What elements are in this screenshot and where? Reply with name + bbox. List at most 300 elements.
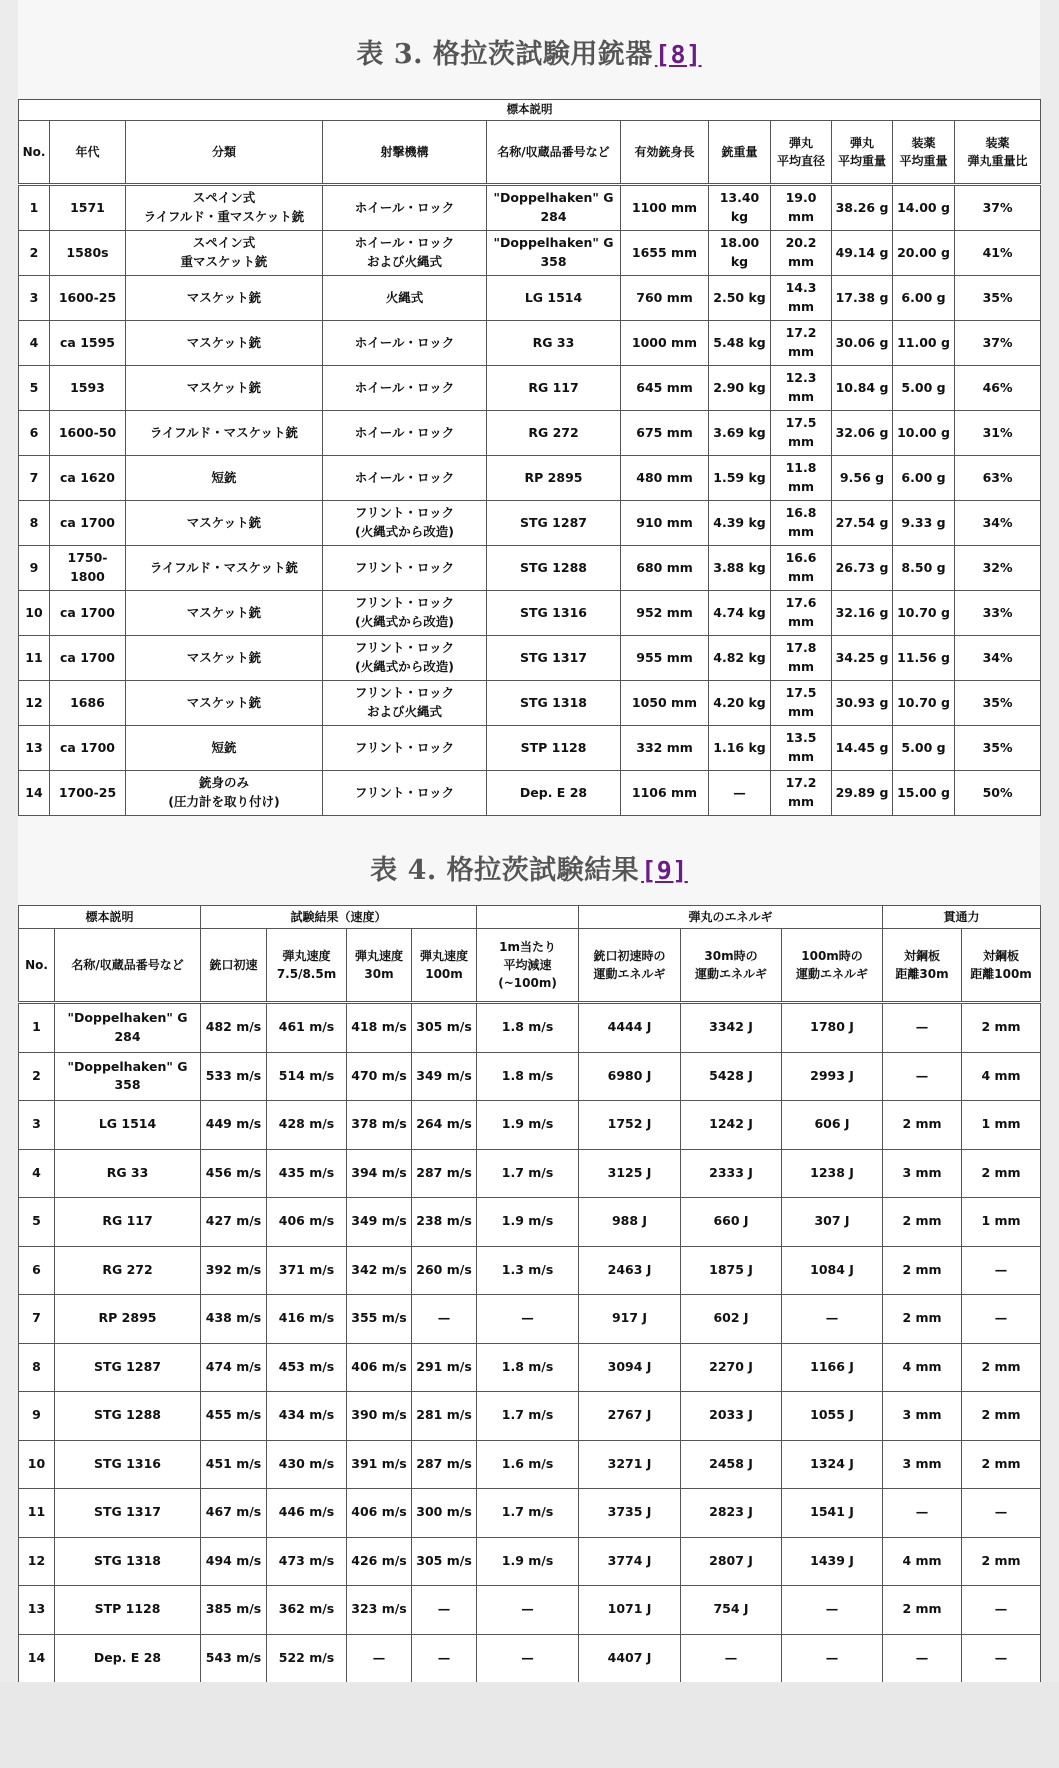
table-cell: フリント・ロック [323, 771, 487, 816]
table-cell: 17.38 g [832, 276, 893, 321]
table-cell: ホイール・ロック および火縄式 [323, 231, 487, 276]
table-cell: ca 1620 [50, 456, 126, 501]
table-cell: ホイール・ロック [323, 456, 487, 501]
table-cell: STP 1128 [55, 1586, 201, 1635]
table-row [19, 1537, 1041, 1586]
table3-title [18, 32, 1040, 71]
table-cell: 17.2 mm [771, 771, 832, 816]
table-cell: スペイン式 重マスケット銃 [126, 231, 323, 276]
table-cell: 2 [19, 231, 50, 276]
table-cell: 453 m/s [267, 1343, 347, 1392]
table-cell: 1875 J [681, 1246, 782, 1295]
table-cell: RG 272 [55, 1246, 201, 1295]
table-cell: 416 m/s [267, 1295, 347, 1344]
table-cell: 3774 J [579, 1537, 681, 1586]
table-row [19, 456, 1041, 501]
table-cell: 480 mm [621, 456, 709, 501]
table3-header-cell: 有効銃身長 [621, 121, 709, 185]
table-row [19, 1634, 1041, 1683]
table-cell: 3125 J [579, 1149, 681, 1198]
table3-header-cell: 銃重量 [709, 121, 771, 185]
table-cell: 543 m/s [201, 1634, 267, 1683]
table-cell: STG 1287 [487, 501, 621, 546]
table-cell: 2 mm [962, 1003, 1041, 1053]
table-cell: ホイール・ロック [323, 411, 487, 456]
table-cell: 10.70 g [893, 591, 955, 636]
table-cell: 1593 [50, 366, 126, 411]
table-cell: 988 J [579, 1198, 681, 1247]
table-cell: 917 J [579, 1295, 681, 1344]
table-cell: 3735 J [579, 1489, 681, 1538]
table-cell: 13.5 mm [771, 726, 832, 771]
table-row [19, 1149, 1041, 1198]
table4-header-cell: No. [19, 929, 55, 1003]
table-cell: — [782, 1634, 883, 1683]
table-row [19, 1489, 1041, 1538]
table-cell: 1106 mm [621, 771, 709, 816]
table-cell: — [412, 1295, 477, 1344]
table-cell: 467 m/s [201, 1489, 267, 1538]
table-cell: 18.00 kg [709, 231, 771, 276]
table-cell: 35% [955, 726, 1041, 771]
table-cell: 1.7 m/s [477, 1149, 579, 1198]
table-cell: — [883, 1634, 962, 1683]
table-cell: フリント・ロック [323, 546, 487, 591]
table-cell: 11.00 g [893, 321, 955, 366]
table4-header-cell: 対鋼板 距離30m [883, 929, 962, 1003]
table-cell: 514 m/s [267, 1052, 347, 1101]
table-cell: 260 m/s [412, 1246, 477, 1295]
table-cell: 446 m/s [267, 1489, 347, 1538]
table-cell: 34% [955, 501, 1041, 546]
table-cell: 426 m/s [347, 1537, 412, 1586]
table-cell: RG 117 [487, 366, 621, 411]
table-cell: 46% [955, 366, 1041, 411]
table-cell: 7 [19, 1295, 55, 1344]
document-page [18, 0, 1040, 1682]
table-cell: 19.0 mm [771, 185, 832, 231]
table3-ref-link[interactable]: [8] [654, 40, 702, 69]
table-cell: フリント・ロック (火縄式から改造) [323, 501, 487, 546]
table-cell: 1752 J [579, 1101, 681, 1150]
table3-header-cell: 名称/収蔵品番号など [487, 121, 621, 185]
table-cell: 4 mm [962, 1052, 1041, 1101]
table-row [19, 771, 1041, 816]
table-cell: 291 m/s [412, 1343, 477, 1392]
table-cell: 32.06 g [832, 411, 893, 456]
table-cell: 1055 J [782, 1392, 883, 1441]
table-cell: 49.14 g [832, 231, 893, 276]
table-cell: 17.5 mm [771, 681, 832, 726]
table3-header-cell: 年代 [50, 121, 126, 185]
table-row [19, 185, 1041, 231]
table4-header-cell: 弾丸速度 100m [412, 929, 477, 1003]
table-cell: 9 [19, 546, 50, 591]
table-cell: 6 [19, 1246, 55, 1295]
table-cell: STP 1128 [487, 726, 621, 771]
table-cell: 1.9 m/s [477, 1101, 579, 1150]
table-cell: 短銃 [126, 456, 323, 501]
table-cell: LG 1514 [55, 1101, 201, 1150]
table4-title-text: 表 4. 格拉茨試験結果 [370, 855, 640, 886]
table-cell: 4 [19, 321, 50, 366]
table-cell: 4.82 kg [709, 636, 771, 681]
table-cell: 349 m/s [347, 1198, 412, 1247]
table4-ref-link[interactable]: [9] [641, 856, 688, 885]
table-cell: 1439 J [782, 1537, 883, 1586]
table-cell: ca 1700 [50, 501, 126, 546]
table-cell: 287 m/s [412, 1440, 477, 1489]
table-cell: 522 m/s [267, 1634, 347, 1683]
table-row [19, 1440, 1041, 1489]
table-cell: 17.2 mm [771, 321, 832, 366]
table-cell: 1050 mm [621, 681, 709, 726]
table-cell: 332 mm [621, 726, 709, 771]
table-cell: 4 mm [883, 1537, 962, 1586]
table-cell: 2033 J [681, 1392, 782, 1441]
table-cell: 461 m/s [267, 1003, 347, 1053]
table-cell: RG 33 [55, 1149, 201, 1198]
table-cell: 1166 J [782, 1343, 883, 1392]
table-cell: STG 1316 [55, 1440, 201, 1489]
table-cell: 2 [19, 1052, 55, 1101]
table-cell: — [709, 771, 771, 816]
table-cell: 406 m/s [347, 1489, 412, 1538]
page-footer-band [0, 1682, 1059, 1768]
table-cell: 1 [19, 1003, 55, 1053]
table-cell: 355 m/s [347, 1295, 412, 1344]
table-cell: 1.8 m/s [477, 1343, 579, 1392]
table-cell: 3.88 kg [709, 546, 771, 591]
table-cell: 438 m/s [201, 1295, 267, 1344]
table-cell: 2 mm [962, 1537, 1041, 1586]
table4-group-penetration: 貫通力 [883, 906, 1041, 929]
table-cell: 323 m/s [347, 1586, 412, 1635]
table4-header-cell: 1m当たり 平均減速 (~100m) [477, 929, 579, 1003]
table-cell: 2 mm [883, 1295, 962, 1344]
table-cell: — [477, 1634, 579, 1683]
table-cell: LG 1514 [487, 276, 621, 321]
table-cell: RG 33 [487, 321, 621, 366]
table-cell: STG 1317 [487, 636, 621, 681]
table-cell: 394 m/s [347, 1149, 412, 1198]
table-cell: 29.89 g [832, 771, 893, 816]
table-cell: — [883, 1052, 962, 1101]
table-cell: ライフルド・マスケット銃 [126, 546, 323, 591]
table4-header-cell: 銃口初速 [201, 929, 267, 1003]
table-row [19, 321, 1041, 366]
table-cell: マスケット銃 [126, 321, 323, 366]
table-cell: STG 1316 [487, 591, 621, 636]
table-cell: — [962, 1246, 1041, 1295]
table-cell: 2 mm [962, 1440, 1041, 1489]
table-cell: — [412, 1634, 477, 1683]
table-cell: — [962, 1489, 1041, 1538]
table3-header-cell: 射撃機構 [323, 121, 487, 185]
table-cell: 32.16 g [832, 591, 893, 636]
table4-test-results [18, 905, 1041, 1683]
table-cell: 30.06 g [832, 321, 893, 366]
table-cell: Dep. E 28 [487, 771, 621, 816]
table-cell: 1.8 m/s [477, 1052, 579, 1101]
table-cell: 14.3 mm [771, 276, 832, 321]
table-cell: 4.39 kg [709, 501, 771, 546]
table-cell: フリント・ロック (火縄式から改造) [323, 591, 487, 636]
table-row [19, 1052, 1041, 1101]
table-cell: 2 mm [962, 1343, 1041, 1392]
table4-group-specimen: 標本説明 [19, 906, 201, 929]
table-cell: 9.33 g [893, 501, 955, 546]
table-cell: 50% [955, 771, 1041, 816]
table-cell: 378 m/s [347, 1101, 412, 1150]
table-cell: 474 m/s [201, 1343, 267, 1392]
table-cell: 1238 J [782, 1149, 883, 1198]
table-cell: 3 mm [883, 1392, 962, 1441]
table-cell: 2 mm [962, 1149, 1041, 1198]
table-cell: 63% [955, 456, 1041, 501]
table-cell: 952 mm [621, 591, 709, 636]
table-cell: "Doppelhaken" G 358 [55, 1052, 201, 1101]
table-cell: 456 m/s [201, 1149, 267, 1198]
table-cell: 2.50 kg [709, 276, 771, 321]
table-cell: 430 m/s [267, 1440, 347, 1489]
table-cell: 34% [955, 636, 1041, 681]
table-cell: 5428 J [681, 1052, 782, 1101]
table-cell: ホイール・ロック [323, 185, 487, 231]
table-cell: 5.48 kg [709, 321, 771, 366]
table-cell: ca 1595 [50, 321, 126, 366]
table-row [19, 1295, 1041, 1344]
table-row [19, 636, 1041, 681]
table-cell: 4407 J [579, 1634, 681, 1683]
table-cell: 20.2 mm [771, 231, 832, 276]
table-cell: — [782, 1295, 883, 1344]
table-cell: 6.00 g [893, 456, 955, 501]
table-cell: 5.00 g [893, 366, 955, 411]
table-cell: 5.00 g [893, 726, 955, 771]
table-cell: 1580s [50, 231, 126, 276]
table-cell: 281 m/s [412, 1392, 477, 1441]
table-row [19, 1003, 1041, 1053]
table-cell: 305 m/s [412, 1537, 477, 1586]
table-cell: 3.69 kg [709, 411, 771, 456]
table-cell: 371 m/s [267, 1246, 347, 1295]
table-cell: 1324 J [782, 1440, 883, 1489]
table-cell: 2458 J [681, 1440, 782, 1489]
table-cell: 1.59 kg [709, 456, 771, 501]
table-cell: 31% [955, 411, 1041, 456]
table4-title [18, 848, 1040, 887]
table-cell: 銃身のみ (圧力計を取り付け) [126, 771, 323, 816]
table-cell: 955 mm [621, 636, 709, 681]
table-cell: 449 m/s [201, 1101, 267, 1150]
table-cell: 1.16 kg [709, 726, 771, 771]
table-cell: 12.3 mm [771, 366, 832, 411]
table-cell: ホイール・ロック [323, 321, 487, 366]
table-cell: 10.70 g [893, 681, 955, 726]
table-cell: 427 m/s [201, 1198, 267, 1247]
table-cell: 1242 J [681, 1101, 782, 1150]
table-cell: RP 2895 [487, 456, 621, 501]
table-cell: フリント・ロック および火縄式 [323, 681, 487, 726]
table-cell: 482 m/s [201, 1003, 267, 1053]
table-cell: — [782, 1586, 883, 1635]
table-cell: 14.45 g [832, 726, 893, 771]
table-cell: 3094 J [579, 1343, 681, 1392]
table-cell: RP 2895 [55, 1295, 201, 1344]
table-cell: 10 [19, 1440, 55, 1489]
table-cell: STG 1318 [55, 1537, 201, 1586]
table-cell: 11 [19, 1489, 55, 1538]
table4-header-cell: 弾丸速度 30m [347, 929, 412, 1003]
table-row [19, 501, 1041, 546]
table3-header-cell: 装薬 弾丸重量比 [955, 121, 1041, 185]
table-cell: 287 m/s [412, 1149, 477, 1198]
table-cell: 1000 mm [621, 321, 709, 366]
table-cell: 406 m/s [267, 1198, 347, 1247]
table-cell: 3 [19, 1101, 55, 1150]
table-cell: 7 [19, 456, 50, 501]
table-cell: 35% [955, 276, 1041, 321]
table-cell: 6.00 g [893, 276, 955, 321]
table-cell: マスケット銃 [126, 591, 323, 636]
table-cell: 38.26 g [832, 185, 893, 231]
table-cell: 3 mm [883, 1440, 962, 1489]
table-cell: 16.6 mm [771, 546, 832, 591]
table-cell: 300 m/s [412, 1489, 477, 1538]
table-cell: 660 J [681, 1198, 782, 1247]
table-cell: STG 1287 [55, 1343, 201, 1392]
table-cell: — [883, 1003, 962, 1053]
table-cell: 1541 J [782, 1489, 883, 1538]
table-cell: 1600-25 [50, 276, 126, 321]
table-row [19, 1246, 1041, 1295]
table-cell: ホイール・ロック [323, 366, 487, 411]
table-cell: 12 [19, 681, 50, 726]
table-cell: 2823 J [681, 1489, 782, 1538]
table-cell: 11 [19, 636, 50, 681]
table-row [19, 591, 1041, 636]
table-cell: 41% [955, 231, 1041, 276]
table-cell: STG 1317 [55, 1489, 201, 1538]
table-cell: — [962, 1634, 1041, 1683]
table-row [19, 231, 1041, 276]
table-cell: ライフルド・マスケット銃 [126, 411, 323, 456]
table-cell: 434 m/s [267, 1392, 347, 1441]
table-cell: 9.56 g [832, 456, 893, 501]
table3-header-cell: 装薬 平均重量 [893, 121, 955, 185]
table-cell: 3 mm [883, 1149, 962, 1198]
table-cell: 2767 J [579, 1392, 681, 1441]
table3-title-text: 表 3. 格拉茨試験用銃器 [356, 39, 653, 70]
table-row [19, 1101, 1041, 1150]
table-cell: 391 m/s [347, 1440, 412, 1489]
table-cell: 2807 J [681, 1537, 782, 1586]
table-cell: RG 117 [55, 1198, 201, 1247]
table-cell: 17.8 mm [771, 636, 832, 681]
table-cell: 10.00 g [893, 411, 955, 456]
table4-header-cell: 名称/収蔵品番号など [55, 929, 201, 1003]
table-cell: 680 mm [621, 546, 709, 591]
table-cell: 8 [19, 1343, 55, 1392]
table-cell: 11.56 g [893, 636, 955, 681]
table-cell: — [962, 1295, 1041, 1344]
table-cell: 8.50 g [893, 546, 955, 591]
table4-header-cell: 100m時の 運動エネルギ [782, 929, 883, 1003]
table-cell: 17.5 mm [771, 411, 832, 456]
table-cell: 533 m/s [201, 1052, 267, 1101]
table-cell: 349 m/s [412, 1052, 477, 1101]
table-row [19, 681, 1041, 726]
table-cell: 1.7 m/s [477, 1392, 579, 1441]
table-row [19, 1392, 1041, 1441]
table-cell: — [477, 1295, 579, 1344]
table-cell: 1750-1800 [50, 546, 126, 591]
table-cell: 13.40 kg [709, 185, 771, 231]
table-cell: STG 1288 [487, 546, 621, 591]
table-cell: 645 mm [621, 366, 709, 411]
table-cell: 602 J [681, 1295, 782, 1344]
table-cell: 6 [19, 411, 50, 456]
table-cell: 385 m/s [201, 1586, 267, 1635]
table-cell: 1 [19, 185, 50, 231]
table-cell: 33% [955, 591, 1041, 636]
table-cell: 15.00 g [893, 771, 955, 816]
table-cell: 455 m/s [201, 1392, 267, 1441]
table-cell: 13 [19, 1586, 55, 1635]
table-cell: 2 mm [883, 1586, 962, 1635]
table-cell: マスケット銃 [126, 636, 323, 681]
table-cell: 13 [19, 726, 50, 771]
table-cell: STG 1288 [55, 1392, 201, 1441]
table-cell: 5 [19, 366, 50, 411]
table-cell: 20.00 g [893, 231, 955, 276]
table-cell: 342 m/s [347, 1246, 412, 1295]
table-cell: 754 J [681, 1586, 782, 1635]
table-cell: 1 mm [962, 1101, 1041, 1150]
table-cell: 4.20 kg [709, 681, 771, 726]
table-cell: 1686 [50, 681, 126, 726]
table-cell: 11.8 mm [771, 456, 832, 501]
table-cell: マスケット銃 [126, 366, 323, 411]
table-cell: スペイン式 ライフルド・重マスケット銃 [126, 185, 323, 231]
table-cell: 3342 J [681, 1003, 782, 1053]
table4-header-cell: 対鋼板 距離100m [962, 929, 1041, 1003]
table-cell: 1.6 m/s [477, 1440, 579, 1489]
table-cell: 451 m/s [201, 1440, 267, 1489]
table-cell: 3271 J [579, 1440, 681, 1489]
table-row [19, 1198, 1041, 1247]
table-cell: 362 m/s [267, 1586, 347, 1635]
table-cell: — [681, 1634, 782, 1683]
table3-header-cell: No. [19, 121, 50, 185]
table-cell: 9 [19, 1392, 55, 1441]
table-cell: 238 m/s [412, 1198, 477, 1247]
table-cell: マスケット銃 [126, 501, 323, 546]
table-cell: 428 m/s [267, 1101, 347, 1150]
table-cell: 17.6 mm [771, 591, 832, 636]
table-cell: 1.3 m/s [477, 1246, 579, 1295]
table-cell: 435 m/s [267, 1149, 347, 1198]
table-cell: 2 mm [962, 1392, 1041, 1441]
table-cell: 418 m/s [347, 1003, 412, 1053]
table-cell: 10 [19, 591, 50, 636]
table4-header-cell: 30m時の 運動エネルギ [681, 929, 782, 1003]
table-cell: 305 m/s [412, 1003, 477, 1053]
table-cell: 35% [955, 681, 1041, 726]
table-cell: フリント・ロック (火縄式から改造) [323, 636, 487, 681]
table-cell: 27.54 g [832, 501, 893, 546]
